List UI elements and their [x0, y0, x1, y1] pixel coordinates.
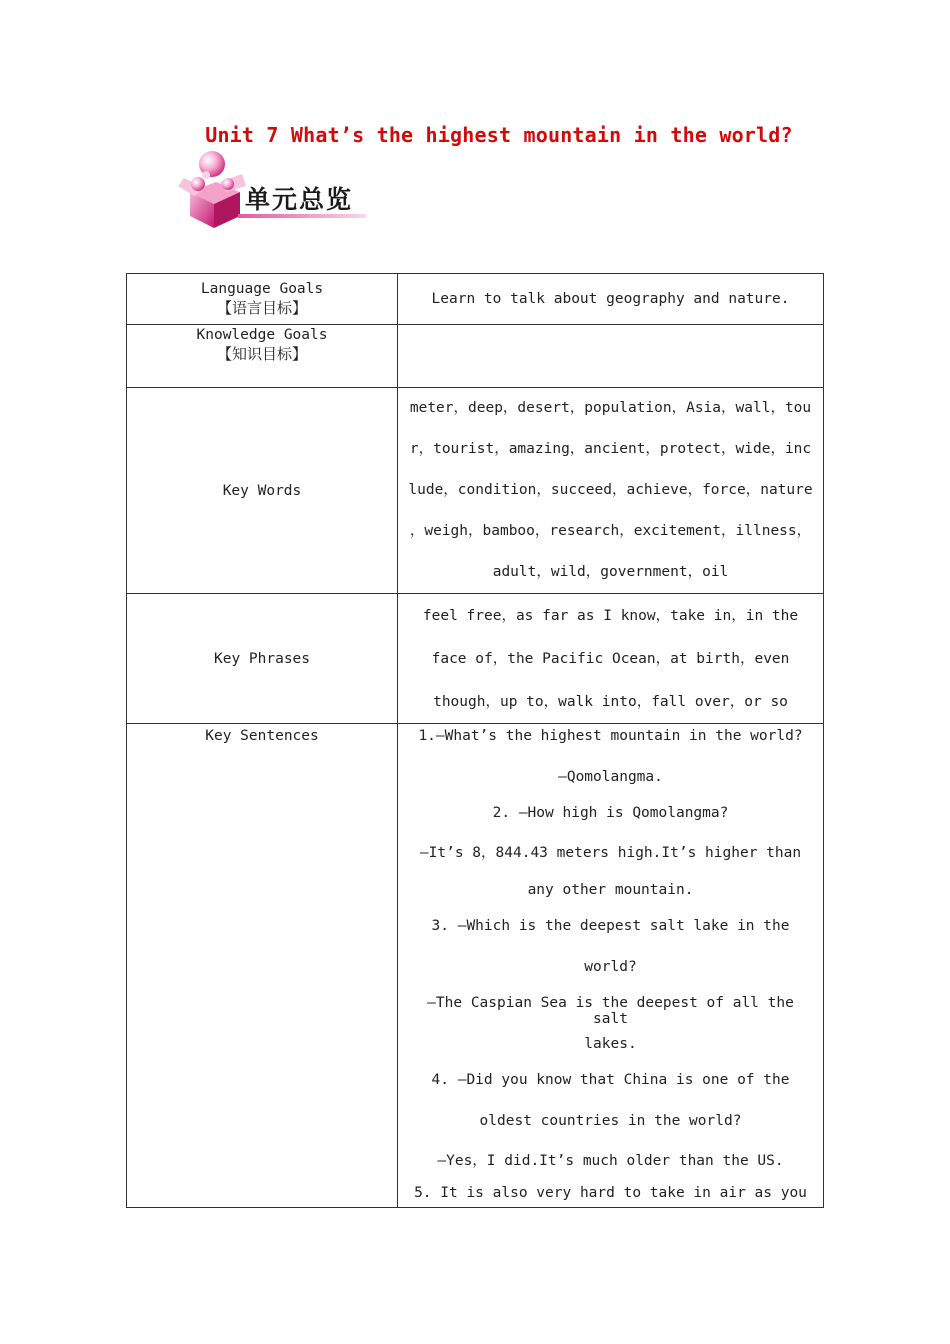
row-language-goals [127, 274, 824, 325]
key-sentence-line: 4. —Did you know that China is one of the [431, 1072, 790, 1088]
row-knowledge-goals [127, 325, 824, 388]
key-sentence-line: 3. —Which is the deepest salt lake in the [431, 918, 790, 934]
key-sentence-line: 2. —How high is Qomolangma? [492, 805, 729, 821]
knowledge-goals-content [398, 325, 824, 388]
key-sentence-line: —Qomolangma. [558, 769, 663, 785]
key-words-line: ，weigh，bamboo，research，excitement，illness， [409, 523, 812, 539]
key-sentence-line: —Yes，I did.It’s much older than the US. [437, 1153, 784, 1169]
key-words-line: meter，deep，desert，population，Asia，wall，tou [409, 400, 812, 416]
key-sentence-line: oldest countries in the world? [479, 1113, 742, 1129]
key-words-content [398, 388, 824, 594]
key-sentence-line: any other mountain. [527, 882, 694, 898]
language-goals-label-cn: 【语言目标】 [216, 298, 307, 317]
key-phrases-label: Key Phrases [127, 594, 398, 724]
key-sentences-label: Key Sentences [127, 724, 398, 1208]
key-phrases-content [398, 594, 824, 724]
key-sentences-content [398, 724, 824, 1208]
row-key-words [127, 388, 824, 594]
key-sentence-line: 5. It is also very hard to take in air as you [414, 1185, 807, 1201]
row-key-phrases [127, 594, 824, 724]
key-phrases-line: face of，the Pacific Ocean，at birth，even [431, 651, 790, 667]
knowledge-goals-label-en: Knowledge Goals [196, 327, 328, 343]
key-sentence-line: —The Caspian Sea is the deepest of all the salt [427, 995, 794, 1027]
key-words-line: lude，condition，succeed，achieve，force，nature [408, 482, 813, 498]
language-goals-content: Learn to talk about geography and nature. [398, 274, 824, 325]
key-words-label: Key Words [127, 388, 398, 594]
key-phrases-line: though，up to，walk into，fall over，or so [433, 694, 788, 710]
language-goals-label [127, 274, 398, 325]
key-sentence-line: lakes. [584, 1036, 637, 1052]
key-words-line: r，tourist，amazing，ancient，protect，wide，inc [409, 441, 812, 457]
key-sentence-line: world? [584, 959, 637, 975]
key-words-line: adult，wild，government，oil [492, 564, 729, 580]
key-phrases-line: feel free，as far as I know，take in，in the [422, 608, 799, 624]
page-title: Unit 7 What’s the highest mountain in the world? [205, 123, 793, 147]
section-label: 单元总览 [245, 185, 354, 214]
unit-overview-table [126, 273, 824, 1208]
knowledge-goals-label-cn: 【知识目标】 [216, 345, 307, 363]
knowledge-goals-label [127, 325, 398, 388]
row-key-sentences [127, 724, 824, 1208]
key-sentence-line: —It’s 8，844.43 meters high.It’s higher than [419, 845, 802, 861]
key-sentence-line: 1.—What’s the highest mountain in the world? [418, 728, 803, 744]
language-goals-label-en: Language Goals [200, 280, 324, 297]
